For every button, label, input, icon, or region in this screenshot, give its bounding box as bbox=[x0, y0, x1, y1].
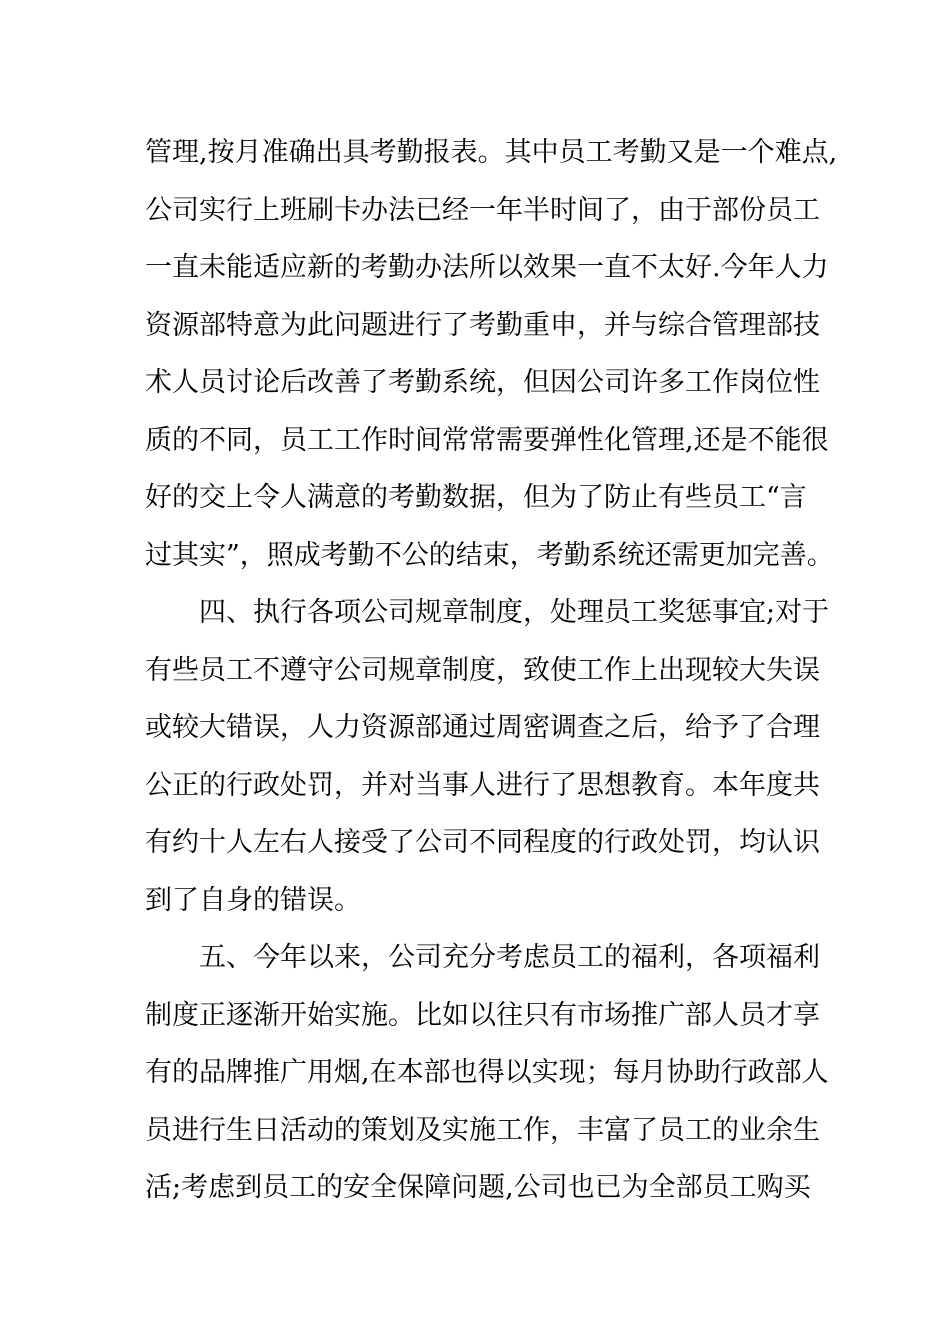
text-line: 员进行生日活动的策划及实施工作，丰富了员工的业余生 bbox=[145, 1114, 820, 1146]
text-line: 一直未能适应新的考勤办法所以效果一直不太好.今年人力 bbox=[145, 252, 829, 283]
text-line: 或较大错误，人力资源部通过周密调查之后，给予了合理 bbox=[145, 712, 820, 743]
text-line: 公司实行上班刷卡办法已经一年半时间了，由于部份员工 bbox=[145, 194, 820, 226]
text-line: 质的不同，员工工作时间常常需要弹性化管理,还是不能很 bbox=[145, 424, 829, 456]
text-line: 制度正逐渐开始实施。比如以往只有市场推广部人员才享 bbox=[145, 999, 820, 1031]
text-line: 到了自身的错误。 bbox=[145, 884, 361, 916]
text-line: 资源部特意为此问题进行了考勤重申，并与综合管理部技 bbox=[145, 309, 820, 341]
body-text bbox=[145, 124, 838, 1217]
text-line: 有约十人左右人接受了公司不同程度的行政处罚，均认识 bbox=[145, 827, 820, 858]
text-line: 有些员工不遵守公司规章制度，致使工作上出现较大失误 bbox=[145, 654, 820, 686]
text-line: 有的品牌推广用烟,在本部也得以实现；每月协助行政部人 bbox=[145, 1057, 829, 1088]
text-line: 公正的行政处罚，并对当事人进行了思想教育。本年度共 bbox=[145, 769, 820, 801]
text-line: 过其实”，照成考勤不公的结束，考勤系统还需更加完善。 bbox=[145, 539, 834, 571]
paragraph-four-start: 四、执行各项公司规章制度，处理员工奖惩事宜;对于 bbox=[199, 597, 830, 628]
text-line: 活;考虑到员工的安全保障问题,公司也已为全部员工购买 bbox=[145, 1172, 811, 1203]
paragraph-five-start: 五、今年以来，公司充分考虑员工的福利，各项福利 bbox=[199, 942, 820, 973]
text-line: 好的交上令人满意的考勤数据，但为了防止有些员工“言 bbox=[145, 482, 807, 513]
text-line: 术人员讨论后改善了考勤系统，但因公司许多工作岗位性 bbox=[145, 367, 820, 398]
text-line: 管理,按月准确出具考勤报表。其中员工考勤又是一个难点, bbox=[145, 137, 838, 168]
